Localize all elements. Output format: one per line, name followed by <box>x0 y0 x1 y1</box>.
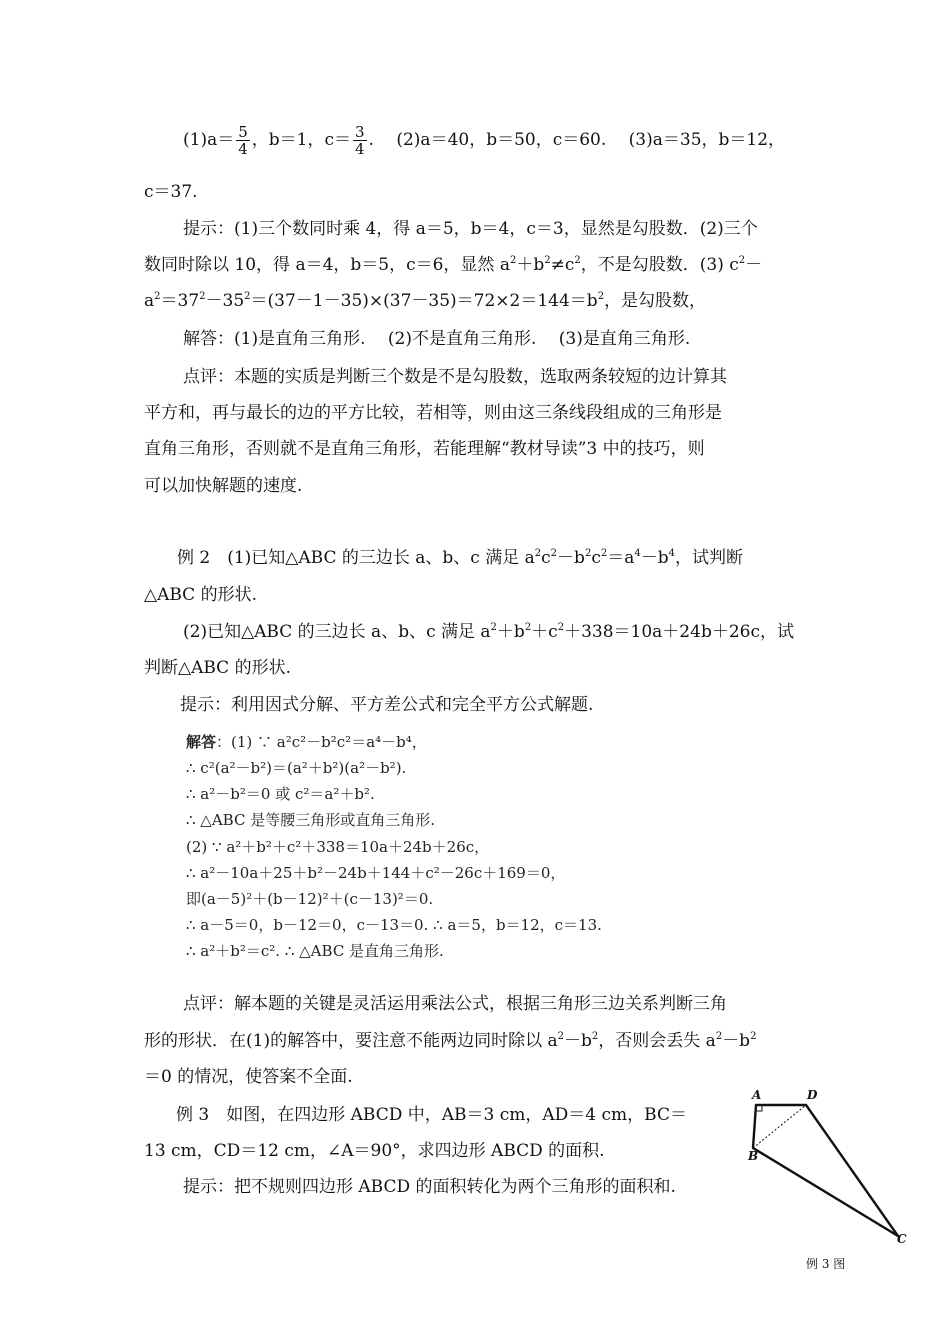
ex1-hint-line3: $a^2=37^2-35^2=(37-1-35)\times(37-35)=72\times 2=144=b^2$，是勾股数， <box>144 291 707 311</box>
ex3-question-line1: 例 3 如图，在四边形 ABCD 中，AB＝3 cm，AD＝4 cm，BC＝ <box>176 1105 687 1125</box>
ex2-question2-line1: (2)已知△ABC 的三边长 a、b、c 满足 $a^2+b^2+c^2+338=10a+24b+26c$，试 <box>183 622 794 642</box>
ex1-hint-line1: 提示：(1)三个数同时乘 4，得 a＝5，b＝4，c＝3，显然是勾股数．(2)三个 <box>183 219 758 239</box>
ex2-question1-line2: △ABC 的形状. <box>144 585 257 605</box>
ex2-hint: 提示：利用因式分解、平方差公式和完全平方公式解题. <box>180 695 594 715</box>
ex2-review-line1: 点评：解本题的关键是灵活运用乘法公式，根据三角形三边关系判断三角 <box>183 994 727 1014</box>
ex1-review-line4: 可以加快解题的速度. <box>144 476 303 496</box>
ex1-review-line1: 点评：本题的实质是判断三个数是不是勾股数，选取两条较短的边计算其 <box>183 367 727 387</box>
ex1-text-a: (1)a＝ <box>183 130 235 150</box>
ex2-solution-line2: ∴ c²(a²－b²)＝(a²＋b²)(a²－b²). <box>186 759 407 777</box>
quadrilateral-figure <box>740 1088 920 1248</box>
ex1-text-c: . (2)a＝40，b＝50，c＝60. (3)a＝35，b＝12， <box>368 130 786 150</box>
ex2-solution-line4: ∴ △ABC 是等腰三角形或直角三角形. <box>186 811 435 829</box>
ex1-text-b: ，b＝1，c＝ <box>251 130 351 150</box>
label-d: D <box>807 1088 818 1102</box>
label-c: C <box>897 1232 907 1246</box>
ex2-solution-line8: ∴ a－5＝0，b－12＝0，c－13＝0. ∴ a＝5，b＝12，c＝13. <box>186 916 602 934</box>
ex2-solution-line3: ∴ a²－b²＝0 或 c²＝a²＋b². <box>186 785 375 803</box>
ex3-hint: 提示：把不规则四边形 ABCD 的面积转化为两个三角形的面积和. <box>183 1177 676 1197</box>
ex2-review-line2: 形的形状．在(1)的解答中，要注意不能两边同时除以 $a^2-b^2$，否则会丢失 $a^2-b^2$ <box>144 1031 757 1051</box>
fraction-5-4: $\frac{5}{4}$ <box>238 123 248 158</box>
ex2-solution-line6: ∴ a²－10a＋25＋b²－24b＋144＋c²－26c＋169＝0， <box>186 864 566 882</box>
ex2-review-line3: ＝0 的情况，使答案不全面. <box>144 1067 353 1087</box>
label-b: B <box>748 1149 759 1163</box>
ex2-solution-line1: 解答：(1) ∵ a²c²－b²c²＝a⁴－b⁴， <box>186 733 427 751</box>
ex1-hint-line2: 数同时除以 10，得 a＝4，b＝5，c＝6，显然 $a^2+b^2\ne c^2$，不是勾股数．(3) $c^2-$ <box>144 255 763 275</box>
fraction-3-4: $\frac{3}{4}$ <box>355 123 365 158</box>
figure-caption: 例 3 图 <box>806 1257 846 1271</box>
ex1-line1 <box>183 124 785 157</box>
ex1-review-line2: 平方和，再与最长的边的平方比较，若相等，则由这三条线段组成的三角形是 <box>144 403 722 423</box>
ex2-question2-line2: 判断△ABC 的形状. <box>144 658 291 678</box>
ex2-solution-line5: (2) ∵ a²＋b²＋c²＋338＝10a＋24b＋26c， <box>186 838 490 856</box>
ex1-review-line3: 直角三角形，否则就不是直角三角形，若能理解“教材导读”3 中的技巧，则 <box>144 439 705 459</box>
ex2-solution-line7: 即(a－5)²＋(b－12)²＋(c－13)²＝0. <box>186 890 434 908</box>
label-a: A <box>752 1088 762 1102</box>
ex3-question-line2: 13 cm，CD＝12 cm，∠A＝90°，求四边形 ABCD 的面积. <box>144 1141 605 1161</box>
ex2-question1-line1: 例 2 (1)已知△ABC 的三边长 a、b、c 满足 $a^2c^2-b^2c^2=a^4-b^4$，试判断 <box>177 548 743 568</box>
ex1-answer: 解答：(1)是直角三角形. (2)不是直角三角形. (3)是直角三角形. <box>183 329 691 349</box>
ex2-solution-line9: ∴ a²＋b²＝c². ∴ △ABC 是直角三角形. <box>186 942 444 960</box>
ex1-line2: c＝37. <box>144 182 198 202</box>
quadrilateral-outline <box>753 1105 898 1236</box>
